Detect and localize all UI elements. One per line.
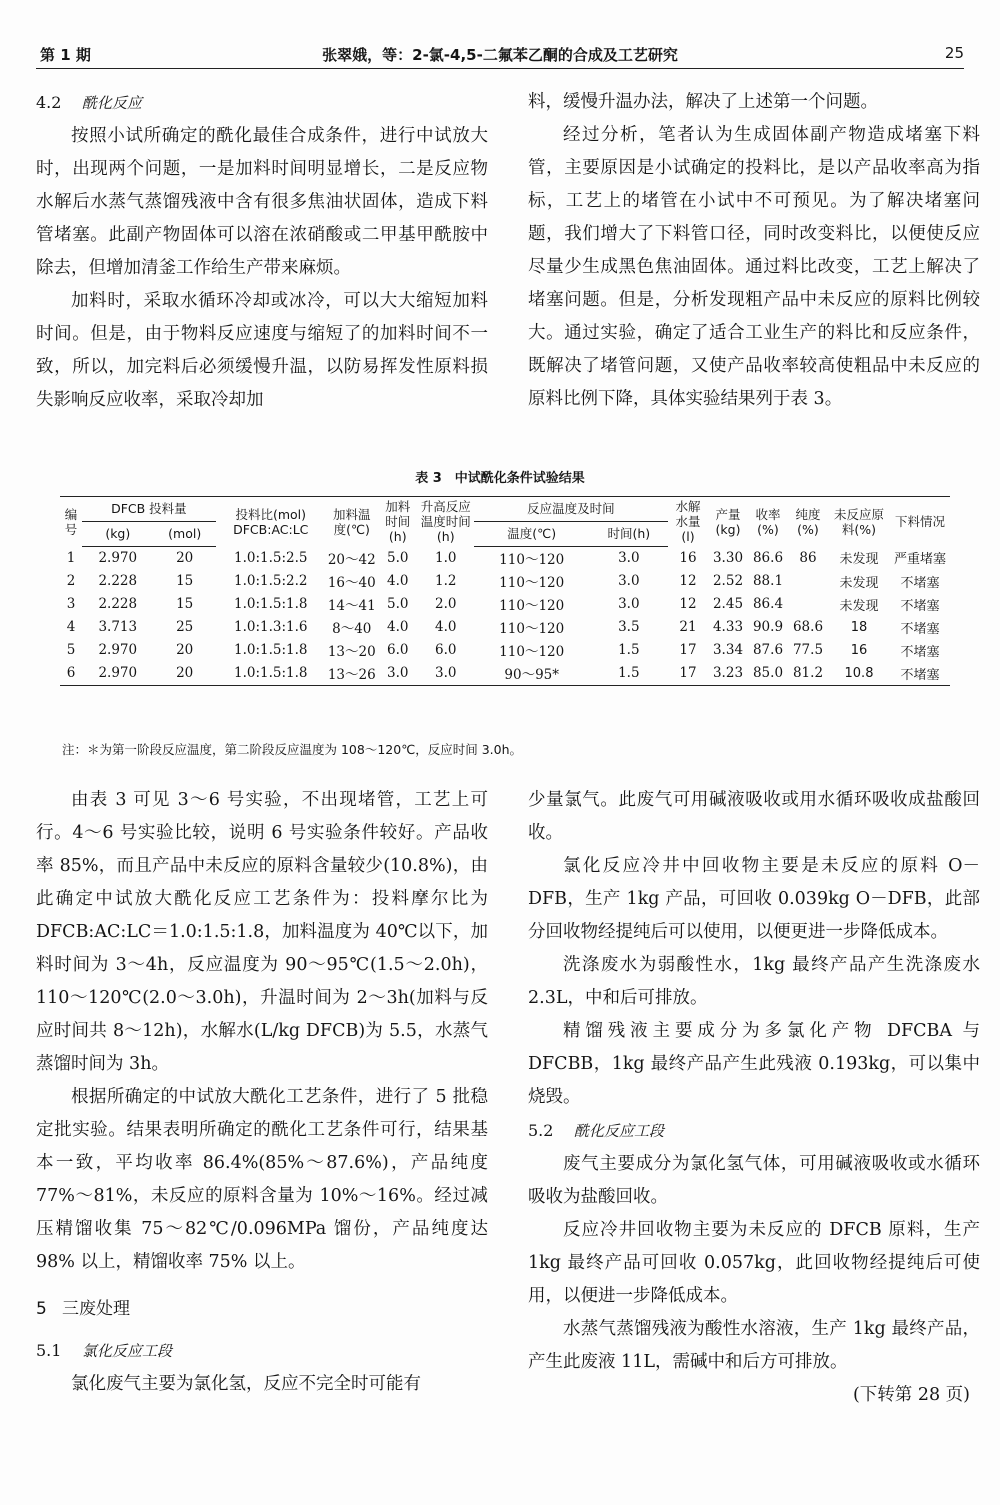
paragraph: 由表 3 可见 3～6 号实验，不出现堵管，工艺上可行。4～6 号实验比较，说明 6 号实验条件较好。产品收率 85%，而且产品中未反应的原料含量较少(10.8%)，由此确定中试放大酰化反应工艺条件为：投料摩尔比为 DFCB:AC:LC＝1.0:1.5:1.8，加料温度为 40℃以下，加料时间为 3～4h，反应温度为 90～95℃(1.5～2.0h)，110～120℃(2.0～3.0h)，升温时间为 2～3h(加料与反应时间共 8～12h)，水解水(L/kg DFCB)为 5.5，水蒸气蒸馏时间为 3h。 [36,790,488,1074]
table-cell: 14～41 [327,598,376,614]
table-cell: 10.8 [828,662,890,686]
table-cell: 不堵塞 [890,662,950,686]
paragraph: 按照小试所确定的酰化最佳合成条件，进行中试放大时，出现两个问题，一是加料时间明显增长，二是反应物水解后水蒸气蒸馏残液中含有很多焦油状固体，造成下料管堵塞。此副产物固体可以溶在浓硝酸或二甲基甲酰胺中除去，但增加清釜工作给生产带来麻烦。 [36,126,488,278]
col-header-add-time: 加料时间(h) [378,497,418,547]
table-cell: 1.2 [435,573,457,589]
page-number: 25 [944,44,964,62]
section-number: 5 [36,1299,47,1319]
table-cell: 90.9 [752,619,784,635]
col-header-reaction: 反应温度及时间 [474,497,668,522]
table-cell: 20 [154,662,216,686]
table-cell: 88.1 [752,573,784,589]
col-header-yield-pct: 收率(%) [748,497,788,547]
table-cell: 110～120 [499,552,565,568]
table-cell: 未发现 [839,575,879,591]
table-cell: 3 [66,596,76,612]
table-cell: 21 [679,619,697,635]
paragraph: 氯化废气主要为氯化氢，反应不完全时可能有 [71,1374,421,1394]
table-cell: 8～40 [332,621,372,637]
table-cell: 81.2 [788,662,828,686]
table-cell: 3.5 [618,619,640,635]
table-row [60,546,950,570]
col-header-mol: (mol) [154,521,216,546]
col-header-ratio [216,497,326,547]
table-cell: 6 [60,662,82,686]
col-header-add-temp: 加料温度(℃) [326,497,378,547]
section-title: 氯化反应工段 [82,1342,173,1360]
table-cell: 未发现 [839,552,879,568]
table-cell: 2.970 [98,550,138,566]
table-cell: 1.5 [618,642,640,658]
table-cell: 2.45 [712,596,744,612]
table-cell: 1.0:1.5:2.2 [234,573,308,589]
table-cell: 1.0:1.3:1.6 [234,619,308,635]
table-cell: 110～120 [499,644,565,660]
continued-note: (下转第 28 页) [852,1385,970,1405]
paragraph: 废气主要成分为氯化氢气体，可用碱液吸收或水循环吸收为盐酸回收。 [528,1154,980,1207]
table-cell: 110～120 [499,575,565,591]
table-cell: 16 [850,642,868,658]
table-cell: 3.0 [378,662,418,686]
table-cell: 20～42 [327,551,376,568]
col-header-no: 编号 [60,497,82,547]
table-cell: 110～120 [499,598,565,614]
section-number: 4.2 [36,93,62,112]
table-cell [788,593,828,616]
section-heading-5-2 [528,1114,980,1148]
section-heading-5-1 [36,1334,488,1368]
table-cell: 12 [679,573,697,589]
table-cell: 86.4 [752,596,784,612]
table-cell: 3.23 [708,662,748,686]
table-cell: 13～26 [326,662,378,686]
section-heading-4-2 [36,86,488,120]
table-cell: 20 [176,550,194,566]
table-cell: 85.0 [748,662,788,686]
table-row [60,570,950,593]
table-cell: 未发现 [839,598,879,614]
section-title: 酰化反应工段 [574,1122,665,1140]
table-cell: 87.6 [752,642,784,658]
table-cell: 5.0 [387,596,409,612]
issue-label: 第 1 期 [40,46,91,64]
table-cell: 77.5 [792,642,824,658]
paragraph: 洗涤废水为弱酸性水，1kg 最终产品产生洗涤废水 2.3L，中和后可排放。 [528,955,980,1008]
table-cell: 不堵塞 [900,598,940,614]
table-cell: 2 [66,573,76,589]
paragraph: 水蒸气蒸馏残液为酸性水溶液，生产 1kg 最终产品，产生此废液 11L，需碱中和后方可排放。 [528,1319,980,1372]
table-cell: 2.0 [435,596,457,612]
right-column-bottom [528,784,980,1412]
table-cell: 3.0 [618,573,640,589]
table-cell: 4.0 [387,619,409,635]
table-cell: 17 [668,662,708,686]
table-cell: 1.0:1.5:1.8 [234,642,308,658]
section-title: 酰化反应 [82,94,143,112]
paragraph: 经过分析，笔者认为生成固体副产物造成堵塞下料管，主要原因是小试确定的投料比，是以产品收率高为指标，工艺上的堵管在小试中不可预见。为了解决堵塞问题，我们增大了下料管口径，同时改变料比，以便使反应尽量少生成黑色焦油固体。通过料比改变，工艺上解决了堵塞问题。但是，分析发现粗产品中未反应的原料比例较大。通过实验，确定了适合工业生产的料比和反应条件，既解决了堵管问题，又使产品收率较高使粗品中未反应的原料比例下降，具体实验结果列于表 3。 [528,125,980,409]
table-cell: 90～95* [474,662,590,686]
section-number: 5.2 [528,1121,554,1140]
table-row [60,616,950,639]
table-cell: 1 [66,549,76,566]
table-cell: 2.970 [98,642,138,658]
table-row [60,662,950,686]
table-note: 注：＊为第一阶段反应温度，第二阶段反应温度为 108～120℃，反应时间 3.0h。 [62,742,523,757]
right-column-top [528,86,980,416]
table-cell: 16 [679,549,697,566]
table-cell: 不堵塞 [900,621,940,637]
table-cell: 2.228 [98,596,138,612]
table-cell: 16～40 [327,575,376,591]
table-cell: 86 [799,549,817,566]
table-cell: 3.30 [712,549,744,566]
table-cell: 17 [679,642,697,658]
table-cell: 4.0 [435,619,457,635]
table-cell: 6.0 [387,642,409,658]
col-header-temp: 温度(℃) [474,521,590,546]
ratio-label: 投料比(mol) [235,506,307,522]
paragraph-continued: 少量氯气。此废气可用碱液吸收或用水循环吸收成盐酸回收。 [528,790,980,843]
table-cell: 15 [176,596,194,612]
table-cell: 2.52 [712,573,744,589]
table-row [60,639,950,662]
table-cell: 3.713 [98,619,138,635]
table-cell: 4.0 [387,573,409,589]
table-cell: 3.0 [418,662,474,686]
left-column-bottom [36,784,488,1401]
paragraph: 根据所确定的中试放大酰化工艺条件，进行了 5 批稳定批实验。结果表明所确定的酰化工艺条件可行，结果基本一致，平均收率 86.4%(85%～87.6%)，产品纯度 77%～81%，未反应的原料含量为 10%～16%。经过减压精馏收集 75～82℃/0.096MPa 馏份，产品纯度达 98% 以上，精馏收率 75% 以上。 [36,1087,488,1272]
paragraph: 氯化反应冷井中回收物主要是未反应的原料 O－DFB，生产 1kg 产品，可回收 0.039kg O－DFB，此部分回收物经提纯后可以使用，以便更进一步降低成本。 [528,856,980,942]
table-cell: 4 [66,619,76,635]
table-cell: 15 [176,573,194,589]
table-cell: 3.0 [618,596,640,612]
results-table [60,496,950,686]
table-cell: 12 [679,596,697,612]
header-rule [36,68,964,69]
paragraph: 反应冷井回收物主要为未反应的 DFCB 原料，生产 1kg 最终产品可回收 0.057kg，此回收物经提纯后可使用，以便进一步降低成本。 [528,1220,980,1306]
table-cell: 3.0 [618,550,640,566]
section-title: 三废处理 [62,1299,130,1319]
table-cell: 3.34 [712,642,744,658]
col-header-purity: 纯度(%) [788,497,828,547]
table-cell [788,570,828,593]
table-cell: 86.6 [752,549,784,566]
table-cell: 2.970 [82,662,154,686]
paragraph: 精馏残液主要成分为多氯化产物 DFCBA 与 DFCBB，1kg 最终产品产生此残液 0.193kg，可以集中烧毁。 [528,1021,980,1107]
col-header-water: 水解水量(l) [668,497,708,547]
left-column-top [36,86,488,417]
table-caption: 表 3 中试酰化条件试验结果 [415,471,585,486]
table-cell: 68.6 [792,619,824,635]
section-number: 5.1 [36,1341,62,1360]
table-cell: 5.0 [387,549,409,566]
ratio-sub-label: DFCB:AC:LC [233,521,309,537]
table-cell: 110～120 [499,621,565,637]
table-cell: 1.5 [590,662,668,686]
table-cell: 1.0:1.5:2.5 [234,549,308,566]
col-header-kg: (kg) [82,521,154,546]
table-cell: 4.33 [712,619,744,635]
col-header-rise-time: 升高反应温度时间(h) [418,497,474,547]
paragraph: 加料时，采取水循环冷却或冰冷，可以大大缩短加料时间。但是，由于物料反应速度与缩短了的加料时间不一致，所以，加完料后必须缓慢升温，以防易挥发性原料损失影响反应收率，采取冷却加 [36,291,488,410]
table-cell: 20 [176,642,194,658]
col-header-unreacted: 未反应原料(%) [828,497,890,547]
table-row [60,593,950,616]
table-cell: 2.228 [98,573,138,589]
col-header-blockage: 下料情况 [890,497,950,547]
col-header-time: 时间(h) [590,521,668,546]
col-header-dfcb: DFCB 投料量 [82,497,216,522]
table-cell: 18 [850,619,868,635]
table-cell: 严重堵塞 [893,552,946,568]
table-cell: 5 [66,642,76,658]
section-heading-5 [36,1293,488,1326]
table-cell: 1.0:1.5:1.8 [216,662,326,686]
table-cell: 1.0 [435,549,457,566]
col-header-yield-kg: 产量(kg) [708,497,748,547]
table-cell: 6.0 [435,642,457,658]
running-header [36,40,964,68]
table-cell: 13～20 [327,644,376,660]
table-cell: 不堵塞 [900,644,940,660]
table-cell: 1.0:1.5:1.8 [234,596,308,612]
running-title: 张翠娥，等：2-氯-4,5-二氟苯乙酮的合成及工艺研究 [322,46,678,64]
paragraph-continued: 料，缓慢升温办法，解决了上述第一个问题。 [528,92,878,112]
table-cell: 25 [176,619,194,635]
table-cell: 不堵塞 [900,575,940,591]
